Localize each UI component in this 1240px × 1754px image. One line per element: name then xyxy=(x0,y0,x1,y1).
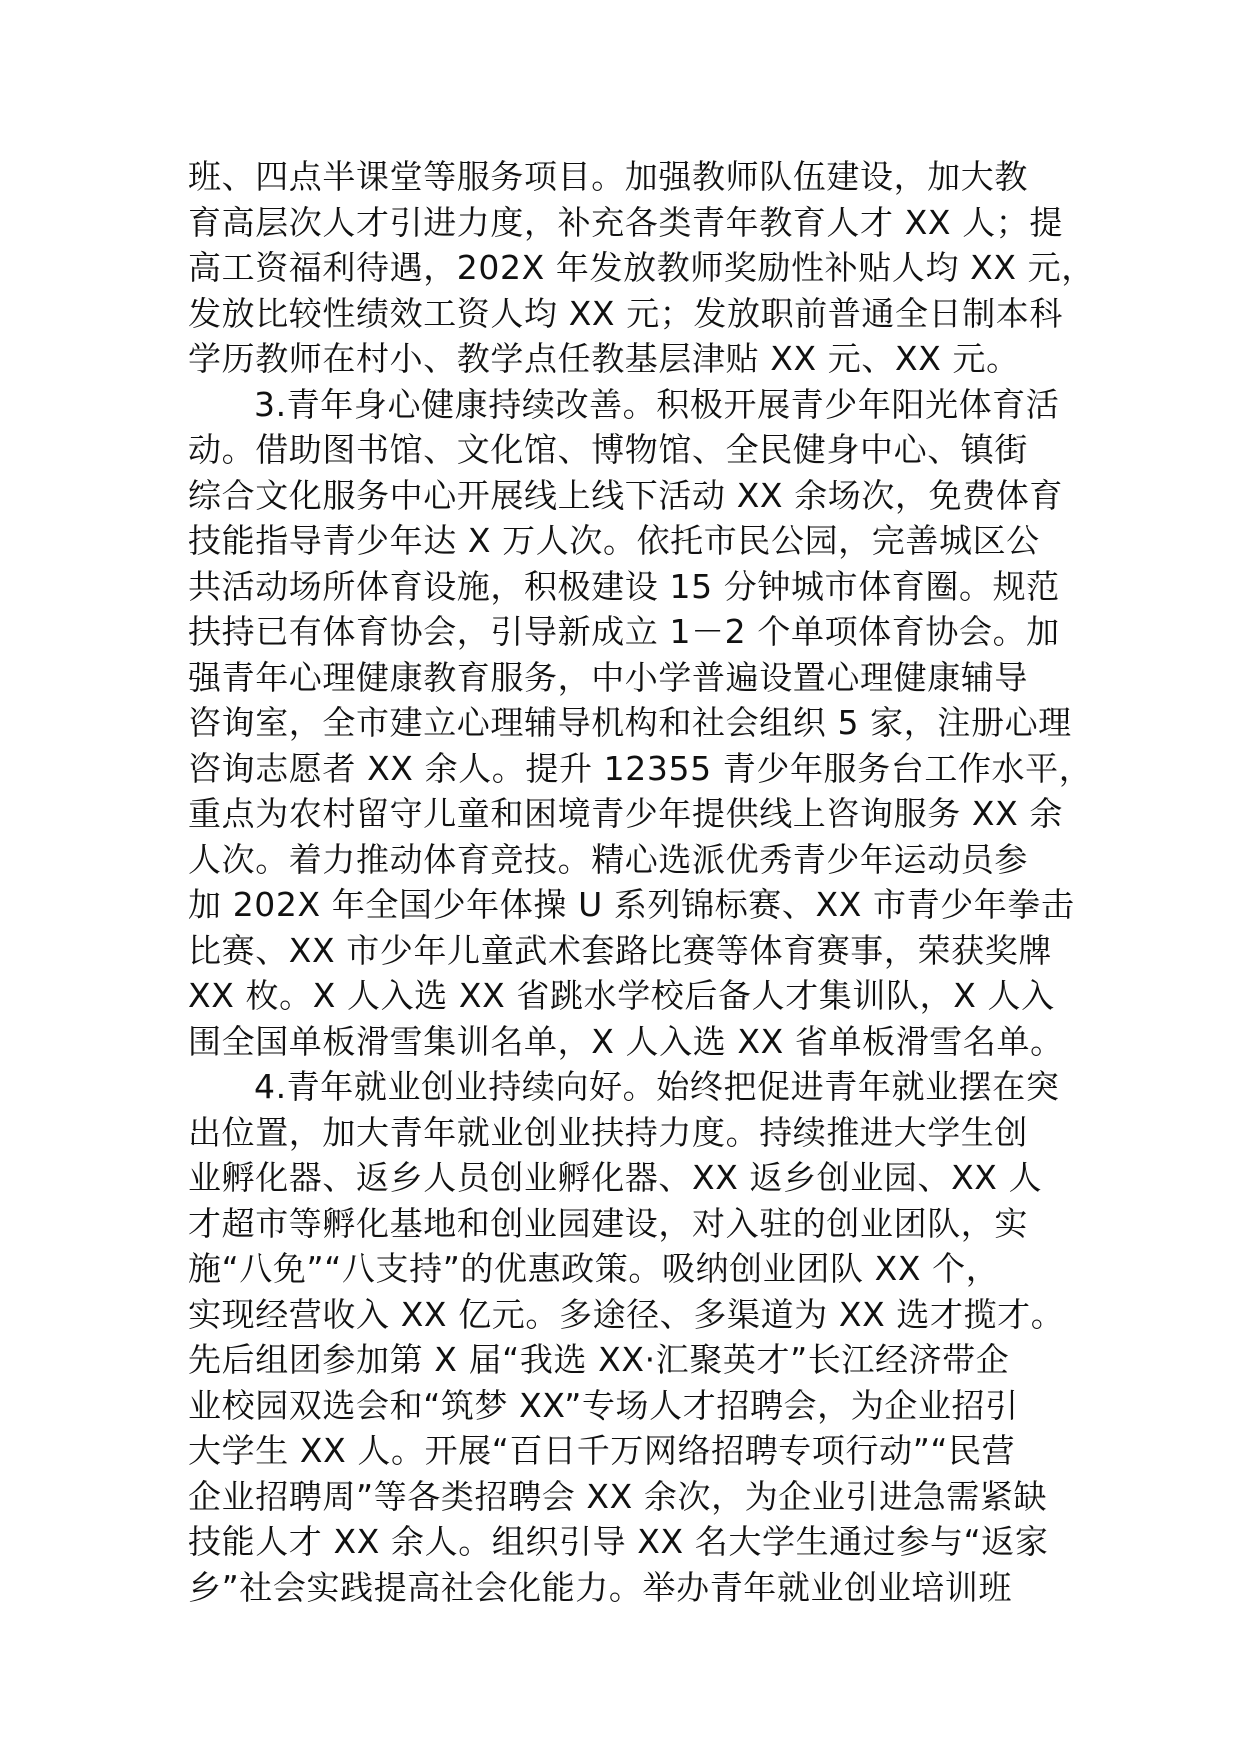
text-line: 人次。着力推动体育竞技。精心选派优秀青少年运动员参 xyxy=(188,839,1028,879)
text-line: 班、四点半课堂等服务项目。加强教师队伍建设，加大教 xyxy=(188,157,1028,196)
text-line: 咨询志愿者 XX 余人。提升 12355 青少年服务台工作水平， xyxy=(188,748,1093,788)
text-line: 围全国单板滑雪集训名单，X 人入选 XX 省单板滑雪名单。 xyxy=(188,1021,1064,1061)
text-line: 出位置，加大青年就业创业扶持力度。持续推进大学生创 xyxy=(188,1112,1028,1152)
text-line: 先后组团参加第 X 届“我选 XX·汇聚英才”长江经济带企 xyxy=(188,1340,1010,1379)
text-line: 企业招聘周”等各类招聘会 XX 余次，为企业引进急需紧缺 xyxy=(188,1476,1048,1516)
text-line: 高工资福利待遇，202X 年发放教师奖励性补贴人均 XX 元， xyxy=(188,248,1095,287)
text-line: XX 枚。X 人入选 XX 省跳水学校后备人才集训队，X 人入 xyxy=(188,976,1055,1015)
body-text xyxy=(188,154,1095,1610)
text-line: 比赛、XX 市少年儿童武术套路比赛等体育赛事，荣获奖牌 xyxy=(188,930,1052,970)
text-line: 大学生 XX 人。开展“百日千万网络招聘专项行动”“民营 xyxy=(188,1431,1016,1470)
text-line: 重点为农村留守儿童和困境青少年提供线上咨询服务 XX 余 xyxy=(188,794,1063,833)
text-line: 加 202X 年全国少年体操 U 系列锦标赛、XX 市青少年拳击 xyxy=(188,885,1075,924)
text-line: 技能人才 XX 余人。组织引导 XX 名大学生通过参与“返家 xyxy=(188,1522,1049,1561)
text-line: 综合文化服务中心开展线上线下活动 XX 余场次，免费体育 xyxy=(188,475,1063,515)
text-line: 技能指导青少年达 X 万人次。依托市民公园，完善城区公 xyxy=(188,521,1040,560)
text-line: 业孵化器、返乡人员创业孵化器、XX 返乡创业园、XX 人 xyxy=(188,1158,1043,1197)
text-line: 强青年心理健康教育服务，中小学普遍设置心理健康辅导 xyxy=(188,657,1028,697)
text-line: 乡”社会实践提高社会化能力。举办青年就业创业培训班 xyxy=(188,1567,1013,1607)
text-line: 施“八免”“八支持”的优惠政策。吸纳创业团队 XX 个， xyxy=(188,1249,1000,1288)
text-line: 发放比较性绩效工资人均 XX 元；发放职前普通全日制本科 xyxy=(188,293,1063,333)
text-line: 共活动场所体育设施，积极建设 15 分钟城市体育圈。规范 xyxy=(188,566,1060,606)
text-line: 实现经营收入 XX 亿元。多途径、多渠道为 XX 选才揽才。 xyxy=(188,1294,1065,1334)
text-line: 学历教师在村小、教学点任教基层津贴 XX 元、XX 元。 xyxy=(188,339,1020,378)
text-line: 动。借助图书馆、文化馆、博物馆、全民健身中心、镇街 xyxy=(188,430,1028,469)
text-line: 咨询室，全市建立心理辅导机构和社会组织 5 家，注册心理 xyxy=(188,703,1072,742)
section-heading-line: 4.青年就业创业持续向好。始终把促进青年就业摆在突 xyxy=(254,1067,1060,1106)
text-line: 扶持已有体育协会，引导新成立 1－2 个单项体育协会。加 xyxy=(188,612,1060,651)
text-line: 才超市等孵化基地和创业园建设，对入驻的创业团队，实 xyxy=(188,1203,1028,1243)
section-heading-line: 3.青年身心健康持续改善。积极开展青少年阳光体育活 xyxy=(254,384,1060,424)
text-line: 育高层次人才引进力度，补充各类青年教育人才 XX 人；提 xyxy=(188,202,1063,242)
text-line: 业校园双选会和“筑梦 XX”专场人才招聘会，为企业招引 xyxy=(188,1385,1019,1425)
